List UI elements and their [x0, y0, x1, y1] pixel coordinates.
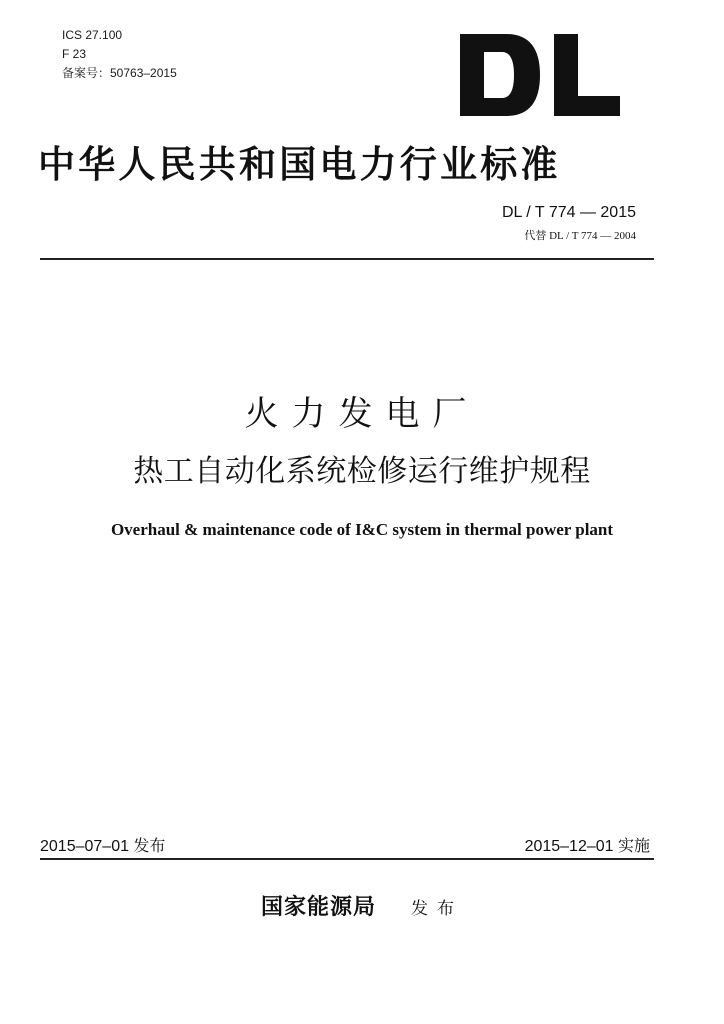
- classification-block: [62, 26, 177, 83]
- industry-standard-title: 中华人民共和国电力行业标准: [38, 142, 561, 186]
- publisher-action: 发布: [411, 899, 464, 919]
- standard-number: DL / T 774 — 2015: [501, 204, 636, 221]
- replaces-standard: 代替 DL / T 774 — 2004: [524, 230, 636, 242]
- footer-divider: [40, 858, 654, 860]
- dl-logo: [460, 34, 620, 116]
- implementation-date: 2015–12–01 实施: [524, 838, 650, 855]
- publisher-line: [0, 890, 724, 921]
- category-code: F 23: [62, 47, 87, 61]
- english-title: Overhaul & maintenance code of I&C system in thermal power plant: [110, 520, 614, 539]
- header-divider: [40, 258, 654, 260]
- document-title-line-1: 火力发电厂: [244, 394, 480, 434]
- issue-date: 2015–07–01 发布: [40, 838, 166, 855]
- document-title-line-2: 热工自动化系统检修运行维护规程: [133, 454, 591, 489]
- ics-code: ICS 27.100: [62, 28, 123, 42]
- publisher-name: 国家能源局: [260, 895, 376, 920]
- record-number: 备案号：50763–2015: [62, 66, 177, 80]
